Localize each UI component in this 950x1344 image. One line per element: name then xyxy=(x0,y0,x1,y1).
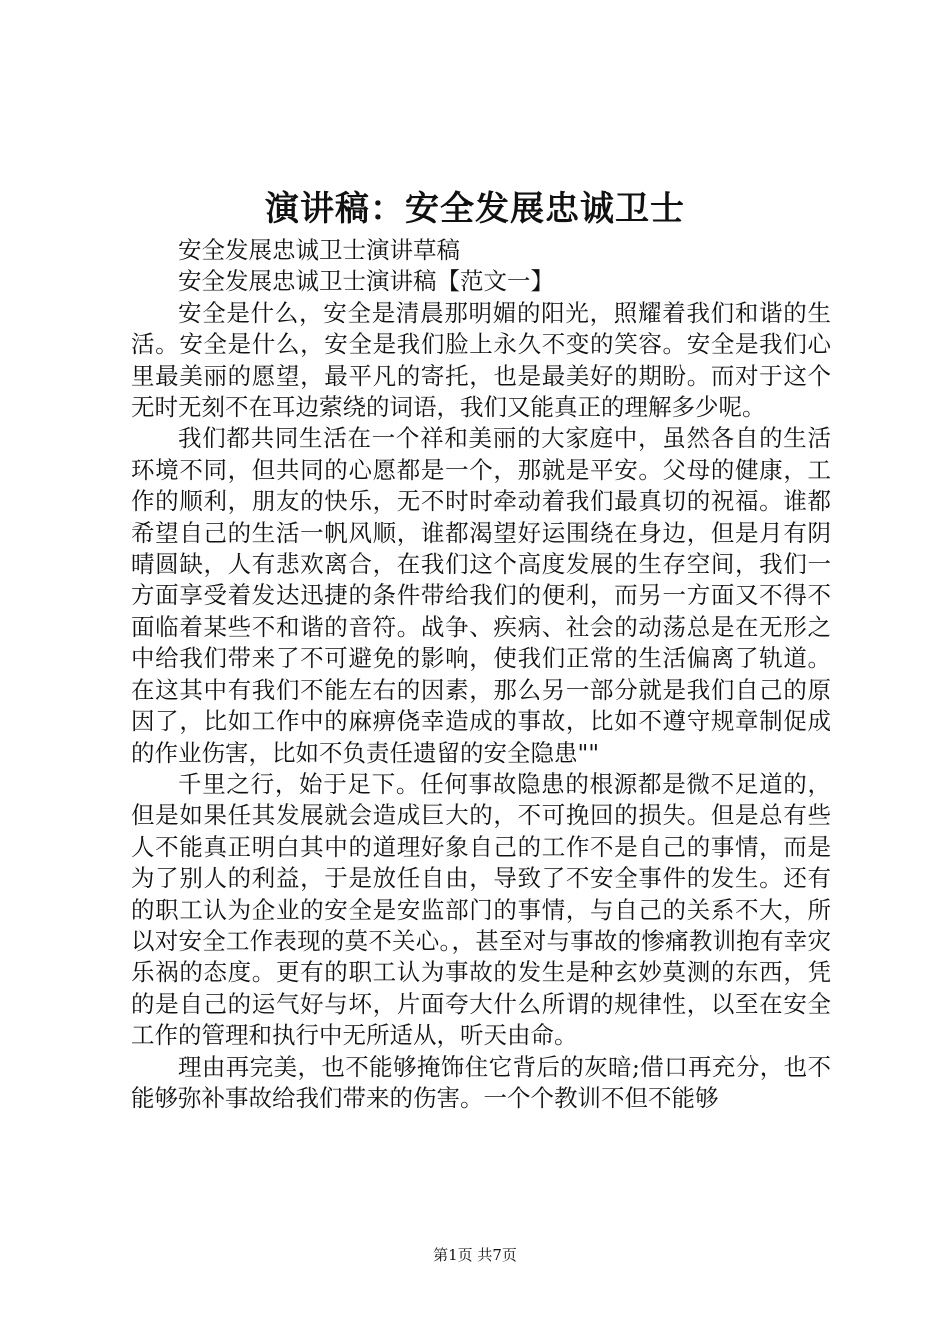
paragraph: 我们都共同生活在一个祥和美丽的大家庭中，虽然各自的生活环境不同，但共同的心愿都是一个，那就是平安。父母的健康，工作的顺利，朋友的快乐，无不时时牵动着我们最真切的祝福。谁都希望自己的生活一帆风顺，谁都渴望好运围绕在身边，但是月有阴晴圆缺，人有悲欢离合，在我们这个高度发展的生存空间，我们一方面享受着发达迅捷的条件带给我们的便利，而另一方面又不得不面临着某些不和谐的音符。战争、疾病、社会的动荡总是在无形之中给我们带来了不可避免的影响，使我们正常的生活偏离了轨道。在这其中有我们不能左右的因素，那么另一部分就是我们自己的原因了，比如工作中的麻痹侥幸造成的事故，比如不遵守规章制促成的作业伤害，比如不负责任遗留的安全隐患"" xyxy=(131,424,831,767)
document-title: 演讲稿：安全发展忠诚卫士 xyxy=(265,189,685,229)
paragraph: 安全是什么，安全是清晨那明媚的阳光，照耀着我们和谐的生活。安全是什么，安全是我们脸上永久不变的笑容。安全是我们心里最美丽的愿望，最平凡的寄托，也是最美好的期盼。而对于这个无时无刻不在耳边萦绕的词语，我们又能真正的理解多少呢。 xyxy=(131,298,831,422)
paragraph-subtitle: 安全发展忠诚卫士演讲草稿 xyxy=(178,236,460,264)
paragraph-heading: 安全发展忠诚卫士演讲稿【范文一】 xyxy=(178,267,554,296)
paragraph: 理由再完美，也不能够掩饰住它背后的灰暗;借口再充分，也不能够弥补事故给我们带来的伤害。一个个教训不但不能够 xyxy=(131,1052,831,1112)
paragraph: 千里之行，始于足下。任何事故隐患的根源都是微不足道的，但是如果任其发展就会造成巨大的，不可挽回的损失。但是总有些人不能真正明白其中的道理好象自己的工作不是自己的事情，而是为了别人的利益，于是放任自由，导致了不安全事件的发生。还有的职工认为企业的安全是安监部门的事情，与自己的关系不大，所以对安全工作表现的莫不关心。，甚至对与事故的惨痛教训抱有幸灾乐祸的态度。更有的职工认为事故的发生是种玄妙莫测的东西，凭的是自己的运气好与坏，片面夸大什么所谓的规律性，以至在安全工作的管理和执行中无所适从，听天由命。 xyxy=(131,769,831,1050)
document-body xyxy=(131,235,831,1114)
page-footer: 第1页 共7页 xyxy=(433,1246,517,1264)
